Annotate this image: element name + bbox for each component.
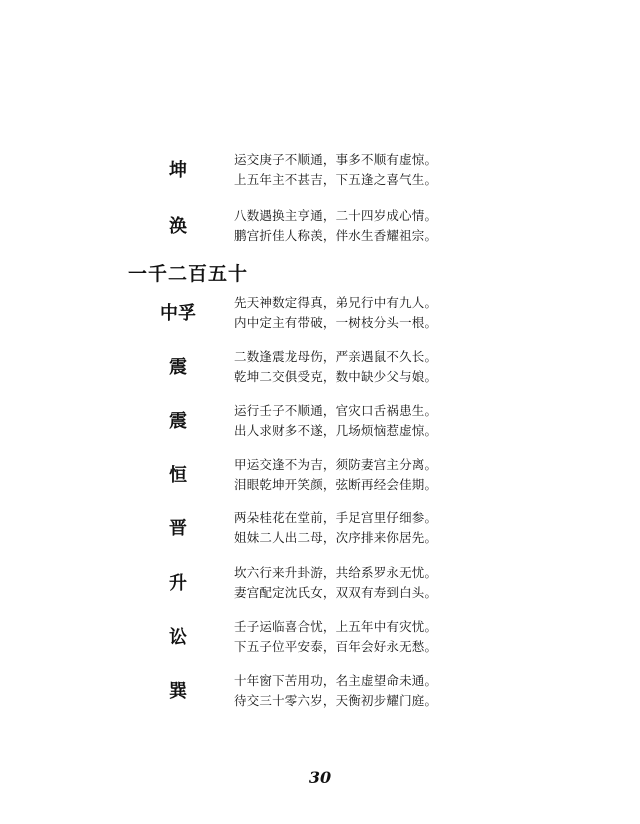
hexagram-entry: [0, 150, 640, 190]
verse-line: 两朵桂花在堂前，手足宫里仔细参。: [234, 510, 438, 525]
verse-line: 出人求财多不遂，几场烦恼惹虚惊。: [234, 423, 438, 438]
verse: [234, 150, 437, 190]
verse-line: 鹏宫折佳人称羡，伴水生香耀祖宗。: [234, 228, 438, 243]
verse-line: 待交三十零六岁，天衡初步耀门庭。: [234, 693, 438, 708]
verse-line: 二数逢震龙母伤，严亲遇鼠不久长。: [234, 349, 438, 364]
verse: [234, 508, 437, 548]
hexagram-entry: [0, 347, 640, 387]
hexagram-entry: [0, 508, 640, 548]
verse-line: 姐妹二人出二母，次序排来你居先。: [234, 530, 438, 545]
verse: [234, 455, 437, 495]
hexagram-entry: [0, 671, 640, 711]
hexagram-name: 震: [169, 411, 187, 432]
hexagram-name: 晋: [169, 518, 187, 539]
verse-line: 甲运交逢不为吉，须防妻宫主分离。: [234, 457, 438, 472]
verse-line: 先天神数定得真，弟兄行中有九人。: [234, 295, 438, 310]
verse-line: 内中定主有带破，一树枝分头一根。: [234, 315, 438, 330]
verse: [234, 401, 437, 441]
hexagram-name: 讼: [169, 627, 187, 648]
verse: [234, 206, 437, 246]
verse: [234, 671, 437, 711]
hexagram-name: 涣: [169, 216, 187, 237]
verse-line: 妻宫配定沈氏女，双双有寿到白头。: [234, 585, 438, 600]
hexagram-entry: [0, 563, 640, 603]
verse-line: 上五年主不甚吉，下五逢之喜气生。: [234, 172, 438, 187]
hexagram-name: 震: [169, 357, 187, 378]
verse-line: 八数遇换主亨通，二十四岁成心情。: [234, 208, 438, 223]
hexagram-name: 中孚: [160, 303, 196, 324]
verse-line: 坎六行来升卦游，共给系罗永无忧。: [234, 565, 438, 580]
verse-line: 壬子运临喜合忧，上五年中有灾忧。: [234, 619, 438, 634]
hexagram-entry: [0, 206, 640, 246]
verse: [234, 347, 437, 387]
verse-line: 运交庚子不顺通，事多不顺有虚惊。: [234, 152, 438, 167]
hexagram-entry: [0, 617, 640, 657]
hexagram-name: 升: [169, 573, 187, 594]
verse-line: 运行壬子不顺通，官灾口舌祸患生。: [234, 403, 438, 418]
verse-line: 乾坤二交俱受克，数中缺少父与娘。: [234, 369, 438, 384]
hexagram-entry: [0, 455, 640, 495]
verse-line: 泪眼乾坤开笑颜，弦断再经会佳期。: [234, 477, 438, 492]
hexagram-entry: [0, 401, 640, 441]
hexagram-name: 坤: [169, 160, 187, 181]
verse: [234, 617, 437, 657]
hexagram-name: 巽: [169, 681, 187, 702]
verse-line: 下五子位平安泰，百年会好永无愁。: [234, 639, 438, 654]
verse: [234, 293, 437, 333]
hexagram-name: 恒: [169, 465, 187, 486]
verse: [234, 563, 437, 603]
verse-line: 十年窗下苦用功，名主虚望命未通。: [234, 673, 438, 688]
section-heading: 一千二百五十: [128, 263, 249, 285]
page-number: 30: [308, 768, 332, 787]
hexagram-entry: [0, 293, 640, 333]
